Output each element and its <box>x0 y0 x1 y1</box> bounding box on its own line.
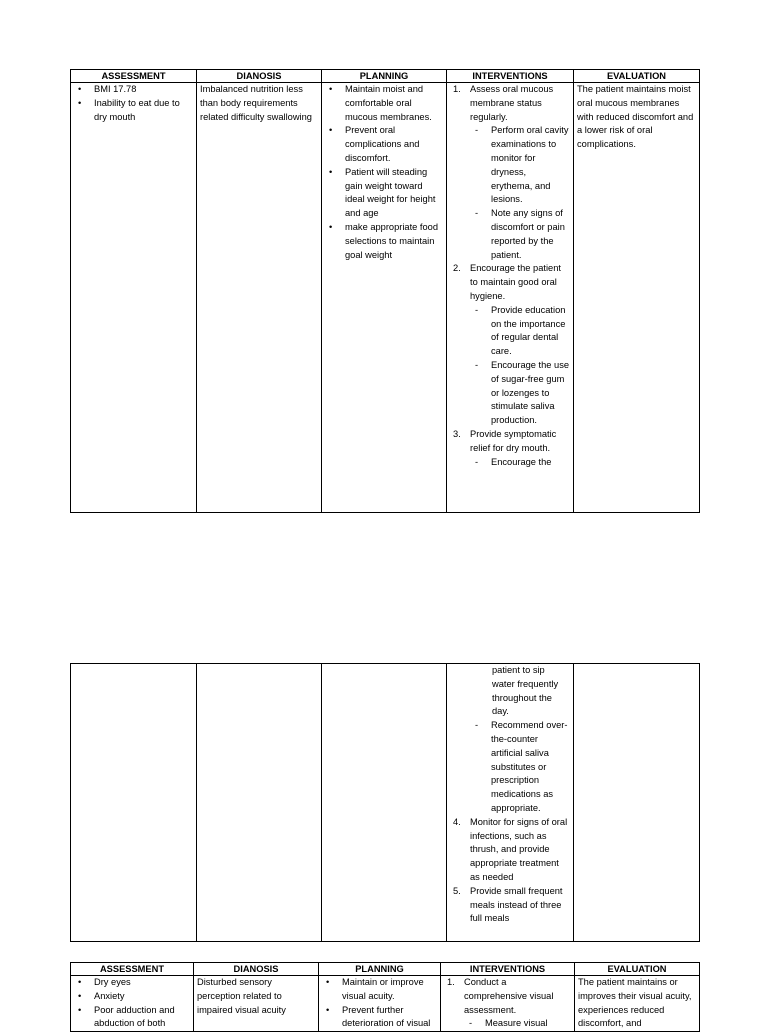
diagnosis-cell <box>197 664 322 942</box>
item-number: 1. <box>453 84 461 94</box>
list-item: • Prevent further deterioration of visual <box>342 1004 437 1032</box>
table-row <box>71 976 700 1032</box>
sub-item: - Recommend over-the-counter artificial saliva substitutes or prescription medications as appropriate. <box>491 719 570 816</box>
header-evaluation: EVALUATION <box>574 70 700 83</box>
header-interventions: INTERVENTIONS <box>441 963 575 976</box>
interventions-cell <box>447 664 574 942</box>
intervention-item <box>453 262 570 428</box>
item-number: 3. <box>453 428 461 439</box>
list-item: • Prevent oral complications and discomfort. <box>345 124 443 165</box>
item-text: Provide small frequent meals instead of three full meals <box>470 885 563 924</box>
header-interventions: INTERVENTIONS <box>447 70 574 83</box>
intervention-item <box>453 885 570 926</box>
sub-item: - Perform oral cavity examinations to monitor for dryness, erythema, and lesions. <box>491 124 570 207</box>
list-item: • Patient will steading gain weight toward ideal weight for height and age <box>345 166 443 221</box>
item-number: 4. <box>453 816 461 827</box>
item-number: 5. <box>453 885 461 896</box>
header-planning: PLANNING <box>319 963 441 976</box>
header-assessment: ASSESSMENT <box>71 70 197 83</box>
list-item: • Anxiety <box>94 990 190 1004</box>
list-item: • make appropriate food selections to maintain goal weight <box>345 221 443 262</box>
sub-item: - Encourage the <box>491 456 570 470</box>
diagnosis-cell: Imbalanced nutrition less than body requirements related difficulty swallowing <box>197 83 322 513</box>
planning-cell <box>322 664 447 942</box>
intervention-item <box>453 83 570 262</box>
sub-item: - Note any signs of discomfort or pain reported by the patient. <box>491 207 570 262</box>
sub-item: - Encourage the use of sugar-free gum or lozenges to stimulate saliva production. <box>491 359 570 428</box>
header-diagnosis: DIANOSIS <box>194 963 319 976</box>
interventions-cell <box>447 83 574 513</box>
item-text: Monitor for signs of oral infections, such as thrush, and provide appropriate treatment as needed <box>470 816 568 882</box>
intervention-item <box>453 816 570 885</box>
header-assessment: ASSESSMENT <box>71 963 194 976</box>
item-text: Assess oral mucous membrane status regularly. <box>470 84 554 122</box>
list-item: • BMI 17.78 <box>94 83 193 97</box>
list-item: • Inability to eat due to dry mouth <box>94 97 193 125</box>
evaluation-cell <box>574 664 700 942</box>
item-text: Encourage the patient to maintain good oral hygiene. <box>470 263 561 301</box>
sub-item: - Measure visual <box>485 1017 571 1031</box>
intervention-item <box>447 976 571 1031</box>
diagnosis-cell: Disturbed sensory perception related to impaired visual acuity <box>194 976 319 1032</box>
intervention-item <box>470 719 570 816</box>
list-item: • Maintain or improve visual acuity. <box>342 976 437 1004</box>
continued-text: patient to sip water frequently throughout the day. <box>492 665 559 717</box>
table-row <box>71 664 700 942</box>
planning-cell <box>322 83 447 513</box>
header-row <box>71 70 700 83</box>
header-evaluation: EVALUATION <box>575 963 700 976</box>
care-plan-table-1 <box>70 69 700 513</box>
evaluation-cell: The patient maintains moist oral mucous membranes with reduced discomfort and a lower risk of oral complications. <box>574 83 700 513</box>
item-number: 2. <box>453 263 461 274</box>
item-number: 1. <box>447 977 455 987</box>
assessment-cell <box>71 83 197 513</box>
intervention-item <box>453 428 570 469</box>
header-row <box>71 963 700 976</box>
assessment-cell <box>71 664 197 942</box>
header-planning: PLANNING <box>322 70 447 83</box>
list-item: • Maintain moist and comfortable oral mucous membranes. <box>345 83 443 124</box>
item-text: Provide symptomatic relief for dry mouth. <box>470 428 557 453</box>
care-plan-table-3 <box>70 962 700 1032</box>
table-row <box>71 83 700 513</box>
planning-cell <box>319 976 441 1032</box>
evaluation-cell: The patient maintains or improves their visual acuity, experiences reduced discomfort, and <box>575 976 700 1032</box>
assessment-cell <box>71 976 194 1032</box>
list-item: • Poor adduction and abduction of both <box>94 1004 190 1032</box>
care-plan-table-2 <box>70 663 700 942</box>
header-diagnosis: DIANOSIS <box>197 70 322 83</box>
item-text: Conduct a comprehensive visual assessment. <box>464 977 554 1015</box>
interventions-cell <box>441 976 575 1032</box>
list-item: • Dry eyes <box>94 976 190 990</box>
sub-item: - Provide education on the importance of regular dental care. <box>491 304 570 359</box>
